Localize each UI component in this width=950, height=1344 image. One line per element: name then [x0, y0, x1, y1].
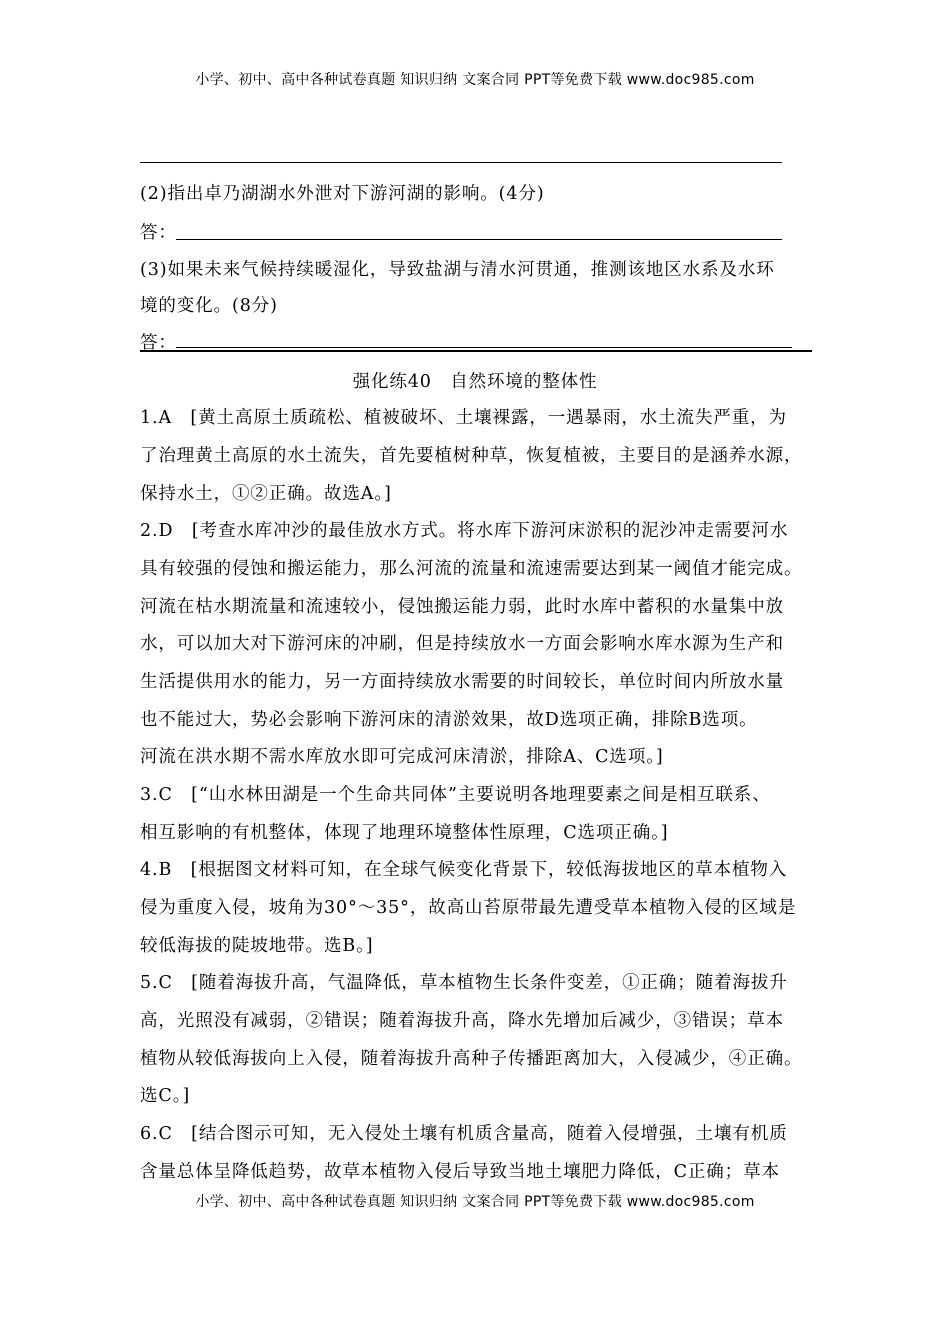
answer-4-line-2: 侵为重度入侵，坡角为30°～35°，故高山苔原带最先遭受草本植物入侵的区域是: [140, 898, 797, 918]
section-title: 强化练40 自然环境的整体性: [352, 372, 598, 392]
answer-2-line-2: 具有较强的侵蚀和搬运能力，那么河流的流量和流速需要达到某一阈值才能完成。: [140, 559, 803, 579]
answer-2-line-3: 河流在枯水期流量和流速较小，侵蚀搬运能力弱，此时水库中蓄积的水量集中放: [140, 597, 784, 617]
answer-5-line-1: 5.C [随着海拔升高，气温降低，草本植物生长条件变差，①正确；随着海拔升: [140, 973, 788, 993]
question-3-prompt-line-1: (3)如果未来气候持续暖湿化，导致盐湖与清水河贯通，推测该地区水系及水环: [140, 260, 775, 280]
page-footer: 小学、初中、高中各种试卷真题 知识归纳 文案合同 PPT等免费下载 www.doc985.com: [195, 1194, 755, 1210]
answer-1-line-2: 了治理黄土高原的水土流失，首先要植树种草，恢复植被，主要目的是涵养水源，: [140, 446, 803, 466]
answer-6-line-1: 6.C [结合图示可知，无入侵处土壤有机质含量高，随着入侵增强，土壤有机质: [140, 1124, 788, 1144]
question-3-answer-blank[interactable]: [176, 347, 792, 348]
answer-2-line-4: 水，可以加大对下游河床的冲刷，但是持续放水一方面会影响水库水源为生产和: [140, 634, 784, 654]
answer-4-line-1: 4.B [根据图文材料可知，在全球气候变化背景下，较低海拔地区的草本植物入: [140, 860, 788, 880]
answer-1-line-3: 保持水土，①②正确。故选A。]: [140, 484, 392, 504]
question-2-prompt: (2)指出卓乃湖湖水外泄对下游河湖的影响。(4分): [140, 184, 545, 204]
answer-2-line-6: 也不能过大，势必会影响下游河床的清淤效果，故D选项正确，排除B选项。: [140, 710, 758, 730]
answer-5-line-3: 植物从较低海拔向上入侵，随着海拔升高种子传播距离加大，入侵减少，④正确。: [140, 1049, 803, 1069]
answer-6-line-2: 含量总体呈降低趋势，故草本植物入侵后导致当地土壤肥力降低，C正确；草本: [140, 1162, 780, 1182]
section-divider: [140, 350, 812, 352]
answer-5-line-2: 高，光照没有减弱，②错误；随着海拔升高，降水先增加后减少，③错误；草本: [140, 1011, 784, 1031]
answer-2-line-1: 2.D [考查水库冲沙的最佳放水方式。将水库下游河床淤积的泥沙冲走需要河水: [140, 521, 789, 541]
answer-2-line-7: 河流在洪水期不需水库放水即可完成河床清淤，排除A、C选项。]: [140, 747, 664, 767]
answer-3-line-1: 3.C [“山水林田湖是一个生命共同体”主要说明各地理要素之间是相互联系、: [140, 785, 771, 805]
question-3-answer-label: 答：: [140, 333, 177, 353]
page-header: 小学、初中、高中各种试卷真题 知识归纳 文案合同 PPT等免费下载 www.doc985.com: [195, 72, 755, 88]
question-2-answer-blank[interactable]: [176, 239, 782, 240]
answer-blank-line: [140, 162, 782, 163]
answer-1-line-1: 1.A [黄土高原土质疏松、植被破坏、土壤裸露，一遇暴雨，水土流失严重，为: [140, 408, 787, 428]
answer-2-line-5: 生活提供用水的能力，另一方面持续放水需要的时间较长，单位时间内所放水量: [140, 672, 784, 692]
question-2-answer-label: 答：: [140, 223, 177, 243]
answer-5-line-4: 选C。]: [140, 1086, 191, 1106]
answer-4-line-3: 较低海拔的陡坡地带。选B。]: [140, 936, 374, 956]
question-3-prompt-line-2: 境的变化。(8分): [140, 296, 278, 316]
answer-3-line-2: 相互影响的有机整体，体现了地理环境整体性原理，C选项正确。]: [140, 823, 669, 843]
